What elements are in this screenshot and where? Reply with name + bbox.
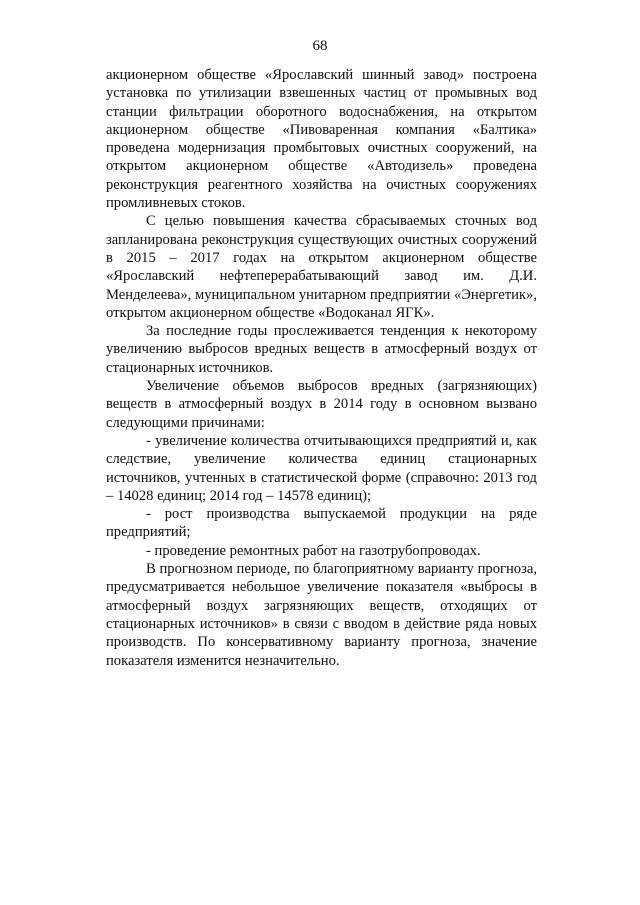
- page-number: 68: [312, 38, 328, 54]
- list-item-cause-production: - рост производства выпускаемой продукции на ряде предприятий;: [106, 506, 537, 541]
- document-body: [106, 66, 537, 670]
- paragraph-forecast: В прогнозном периоде, по благоприятному варианту прогноза, предусматривается небольшое увеличение показателя «выбросы в атмосферный воздух загрязняющих веществ, отходящих от стационарных источников» в связи с вводом в действие ряда новых производств. По консервативному варианту прогноза, значение показателя изменится незначительно.: [106, 561, 537, 669]
- paragraph-wastewater-facilities: акционерном обществе «Ярославский шинный завод» построена установка по утилизации взвешенных частиц от промывных вод станции фильтрации оборотного водоснабжения, на открытом акционерном обществе «Пивоваренная компания «Балтика» проведена модернизация промбытовых очистных сооружений, на открытом акционерном обществе «Автодизель» проведена реконструкция реагентного хозяйства на очистных сооружениях промливневых стоков.: [106, 67, 537, 212]
- list-item-cause-enterprises: - увеличение количества отчитывающихся предприятий и, как следствие, увеличение количества единиц стационарных источников, учтенных в статистической форме (справочно: 2013 год – 14028 единиц; 2014 год – 14578 единиц);: [106, 432, 537, 504]
- list-item-cause-repairs: - проведение ремонтных работ на газотрубопроводах.: [146, 542, 481, 559]
- paragraph-emissions-causes: Увеличение объемов выбросов вредных (загрязняющих) веществ в атмосферный воздух в 2014 году в основном вызвано следующими причинами:: [106, 378, 537, 431]
- paragraph-reconstruction-plan: С целью повышения качества сбрасываемых сточных вод запланирована реконструкция существующих очистных сооружений в 2015 – 2017 годах на открытом акционерном обществе «Ярославский нефтеперерабатывающий завод им. Д.И. Менделеева», муниципальном унитарном предприятии «Энергетик», открытом акционерном обществе «Водоканал ЯГК».: [106, 213, 537, 321]
- paragraph-emissions-trend: За последние годы прослеживается тенденция к некоторому увеличению выбросов вредных веществ в атмосферный воздух от стационарных источников.: [106, 323, 537, 376]
